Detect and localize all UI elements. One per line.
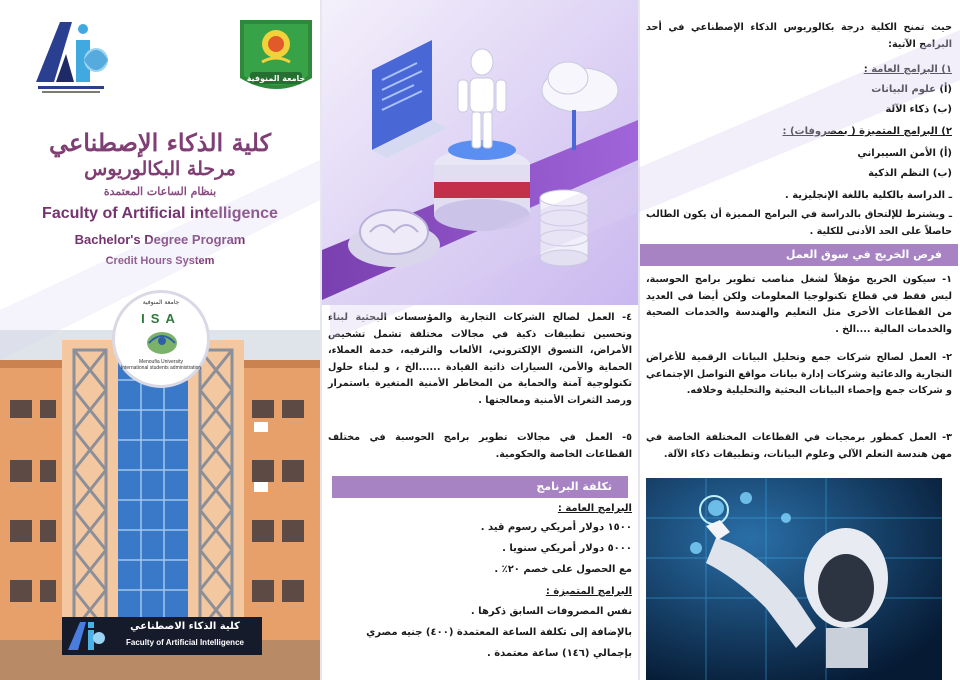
program-title-en: Bachelor's Degree Program (74, 232, 246, 247)
cost-heading: تكلفة البرنامج (332, 476, 628, 498)
programs-panel (640, 0, 960, 680)
sign-text-en: Faculty of Artificial Intelligence (126, 638, 244, 647)
faculty-title-en: Faculty of Artificial intelligence (42, 205, 278, 222)
note-admission: ـ ويشترط للإلتحاق بالدراسة في البرامج المميزة أن يكون الطالب حاصلاً على الحد الأدنى للكلية . (646, 209, 952, 237)
programs-intro: حيث تمنح الكلية درجة بكالوريوس الذكاء الإصطناعي في أحد البرامج الآتية: (646, 22, 952, 50)
career-item-5: ٥- العمل في مجالات تطوير برامج الحوسبة في مختلف القطاعات الخاصة والحكومية. (328, 432, 632, 460)
career-item-4: ٤- العمل لصالح الشركات التجارية والمؤسسات البحثية لبناء وتحسين تطبيقات ذكية في مجالات مختلفة تشمل تشخيص الأمراض، التسوق الإلكتروني، الألعاب والترفيه، خدمة العملاء، الحماية والأمن، السيارات ذاتية القيادة ......الخ ، و لبناء حلول تكنولوجية آمنة والحماية من المخاطر الأمنية المتغيرة باستمرار ورصد الثغرات الأمنية ومعالجتها . (328, 312, 632, 406)
system-title-en: Credit Hours System (105, 255, 215, 267)
special-heading: ٢) البرامج المتميزة ( بمصروفات) : (782, 126, 952, 137)
general-programs-heading: البرامج العامة : (557, 503, 632, 514)
isa-letters: ISA (141, 311, 181, 326)
building-sign (62, 617, 262, 655)
menoufia-university-logo (236, 14, 316, 96)
jobs-heading: فرص الخريج في سوق العمل (640, 244, 958, 266)
special-line-1: نفس المصروفات السابق ذكرها . (470, 606, 632, 617)
isa-office-text: International students administration (120, 365, 202, 371)
fee-line-1: ١٥٠٠ دولار أمريكي رسوم قيد . (480, 522, 632, 533)
sign-text-ar: كلية الذكاء الاصطناعي (130, 621, 240, 632)
special-program-b: (ب) النظم الذكية (868, 168, 952, 179)
note-language: ـ الدراسة بالكلية باللغة الإنجليزية . (784, 190, 952, 201)
database-icon (540, 190, 588, 266)
isa-globe-icon (145, 329, 179, 357)
isa-university-ar: جامعة المنوفية (142, 299, 180, 306)
special-programs-heading: البرامج المتميزة : (545, 586, 632, 597)
special-line-2: بالإضافة إلى تكلفة الساعة المعتمدة (٤٠٠) جنيه مصري (366, 627, 632, 638)
stage-title-ar: مرحلة البكالوريوس (84, 158, 236, 180)
ai-faculty-logo (30, 14, 110, 96)
special-program-a: (أ) الأمن السيبراني (857, 148, 952, 159)
ai-technology-illustration (322, 0, 638, 305)
system-title-ar: بنظام الساعات المعتمدة (103, 185, 217, 198)
faculty-title-ar: كلية الذكاء الإصطناعي (48, 128, 272, 157)
robot-hand-photo (646, 478, 942, 680)
job-item-1: ١- سيكون الخريج مؤهلاً لشغل مناصب تطوير برامج الحوسبة، ليس فقط في قطاع تكنولوجيا المعلومات ولكن أيضا في العديد من القطاعات الأخرى مثل التعليم والهندسة والخدمات الصحية والخدمات المالية ....الخ . (646, 274, 952, 335)
cover-panel (0, 0, 320, 680)
job-item-2: ٢- العمل لصالح شركات جمع وتحليل البيانات الرقمية للأغراض التجارية والدعائية وشركات إدارة بيانات مواقع التواصل الإجتماعي و شركات جمع وإحصاء البيانات البحثية والتحليلية وخلافه. (646, 352, 952, 396)
job-item-3: ٣- العمل كمطور برمجيات في القطاعات المختلفة الخاصة في مهن هندسة التعلم الآلي وعلوم البيانات، وتطبيقات ذكاء الآلة. (646, 432, 952, 460)
sign-ai-logo (66, 620, 106, 652)
isa-badge (112, 290, 210, 388)
isa-univ-en-text: Menoufia University (139, 359, 183, 365)
menoufia-logo-text: جامعة المنوفية (246, 74, 306, 83)
special-line-3: بإجمالي (١٤٦) ساعة معتمدة . (486, 648, 632, 659)
general-program-b: (ب) ذكاء الآلة (885, 104, 952, 115)
fee-line-3: مع الحصول على خصم ٢٠٪ . (494, 564, 632, 575)
middle-panel (322, 0, 638, 680)
fee-line-2: ٥٠٠٠ دولار أمريكي سنويا . (502, 543, 632, 554)
general-program-a: (أ) علوم البيانات (871, 84, 952, 95)
general-heading: ١) البرامج العامة : (863, 64, 952, 75)
isa-university-en (115, 359, 207, 371)
